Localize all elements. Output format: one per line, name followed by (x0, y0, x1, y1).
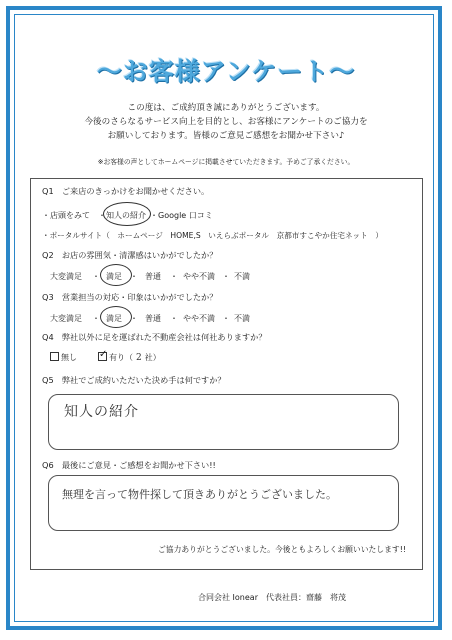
company-footer: 合同会社 Ionear 代表社員：齋藤 将茂 (198, 593, 346, 602)
q1-option-portal: ・ポータルサイト（ ホームページ HOME,S いえらぶポータル 京都市すこやか住宅ネット ） (42, 231, 383, 240)
q6-question: Q6 最後にご意見・ご感想をお聞かせ下さい!! (42, 460, 216, 470)
q2-option-neutral: 普通 (145, 272, 161, 281)
q4-yes-prefix: 有り（ (109, 353, 133, 362)
q3-option-very-satisfied: 大変満足 (50, 314, 82, 323)
q3-sep-4: ・ (222, 314, 230, 323)
q3-sep-1: ・ (92, 314, 100, 323)
q2-sep-2: ・ (130, 272, 138, 281)
q2-option-very-satisfied: 大変満足 (50, 272, 82, 281)
q1-option-google: ・Google 口コミ (150, 211, 213, 220)
q3-question: Q3 営業担当の対応・印象はいかがでしたか？ (42, 292, 218, 302)
q2-option-slightly-dissatisfied: やや不満 (183, 272, 215, 281)
q4-none-label: 無し (61, 353, 77, 362)
check-mark-icon: ✓ (99, 349, 108, 360)
q1-option-referral: ・知人の紹介 (98, 211, 146, 220)
q3-option-slightly-dissatisfied: やや不満 (183, 314, 215, 323)
q4-option-none (50, 352, 77, 363)
q4-yes-count: 2 (136, 353, 142, 363)
thanks-message: ご協力ありがとうございました。今後ともよろしくお願いいたします!! (158, 545, 406, 554)
q2-question: Q2 お店の雰囲気・清潔感はいかがでしたか？ (42, 250, 218, 260)
intro-line-3: お願いしております。皆様のご意見ご感想をお聞かせ下さい♪ (107, 131, 345, 141)
q5-question: Q5 弊社でご成約いただいた決め手は何ですか？ (42, 375, 226, 385)
q3-option-neutral: 普通 (145, 314, 161, 323)
q3-sep-3: ・ (170, 314, 178, 323)
q6-answer-handwriting: 無理を言って物件探して頂きありがとうございました。 (62, 488, 337, 501)
q4-yes-checkbox (98, 349, 108, 361)
q4-option-yes (98, 349, 161, 363)
publication-note: ※お客様の声としてホームページに掲載させていただきます。予めご了承ください。 (97, 158, 355, 166)
page-title: ～お客様アンケート～ (96, 57, 356, 86)
q4-yes-suffix: 社） (144, 353, 161, 362)
q4-none-checkbox (50, 352, 59, 361)
q3-option-satisfied: 満足 (106, 314, 122, 323)
q5-answer-handwriting: 知人の紹介 (64, 404, 139, 420)
q3-selected-circle (100, 306, 132, 328)
q2-sep-1: ・ (92, 272, 100, 281)
q4-question: Q4 弊社以外に足を運ばれた不動産会社は何社ありますか？ (42, 332, 267, 342)
intro-line-1: この度は、ご成約頂き誠にありがとうございます。 (127, 103, 325, 113)
q1-option-storefront: ・店頭をみて (42, 211, 90, 220)
q2-option-satisfied: 満足 (106, 272, 122, 281)
q3-option-dissatisfied: 不満 (234, 314, 250, 323)
q1-selected-circle (103, 202, 151, 226)
intro-line-2: 今後のさらなるサービス向上を目的とし、お客様にアンケートのご協力を (84, 117, 368, 127)
q2-sep-3: ・ (170, 272, 178, 281)
q3-sep-2: ・ (130, 314, 138, 323)
q2-selected-circle (100, 264, 132, 286)
q1-question: Q1 ご来店のきっかけをお聞かせください。 (42, 186, 210, 196)
q2-option-dissatisfied: 不満 (234, 272, 250, 281)
q6-answer-box (48, 475, 399, 531)
q2-sep-4: ・ (222, 272, 230, 281)
